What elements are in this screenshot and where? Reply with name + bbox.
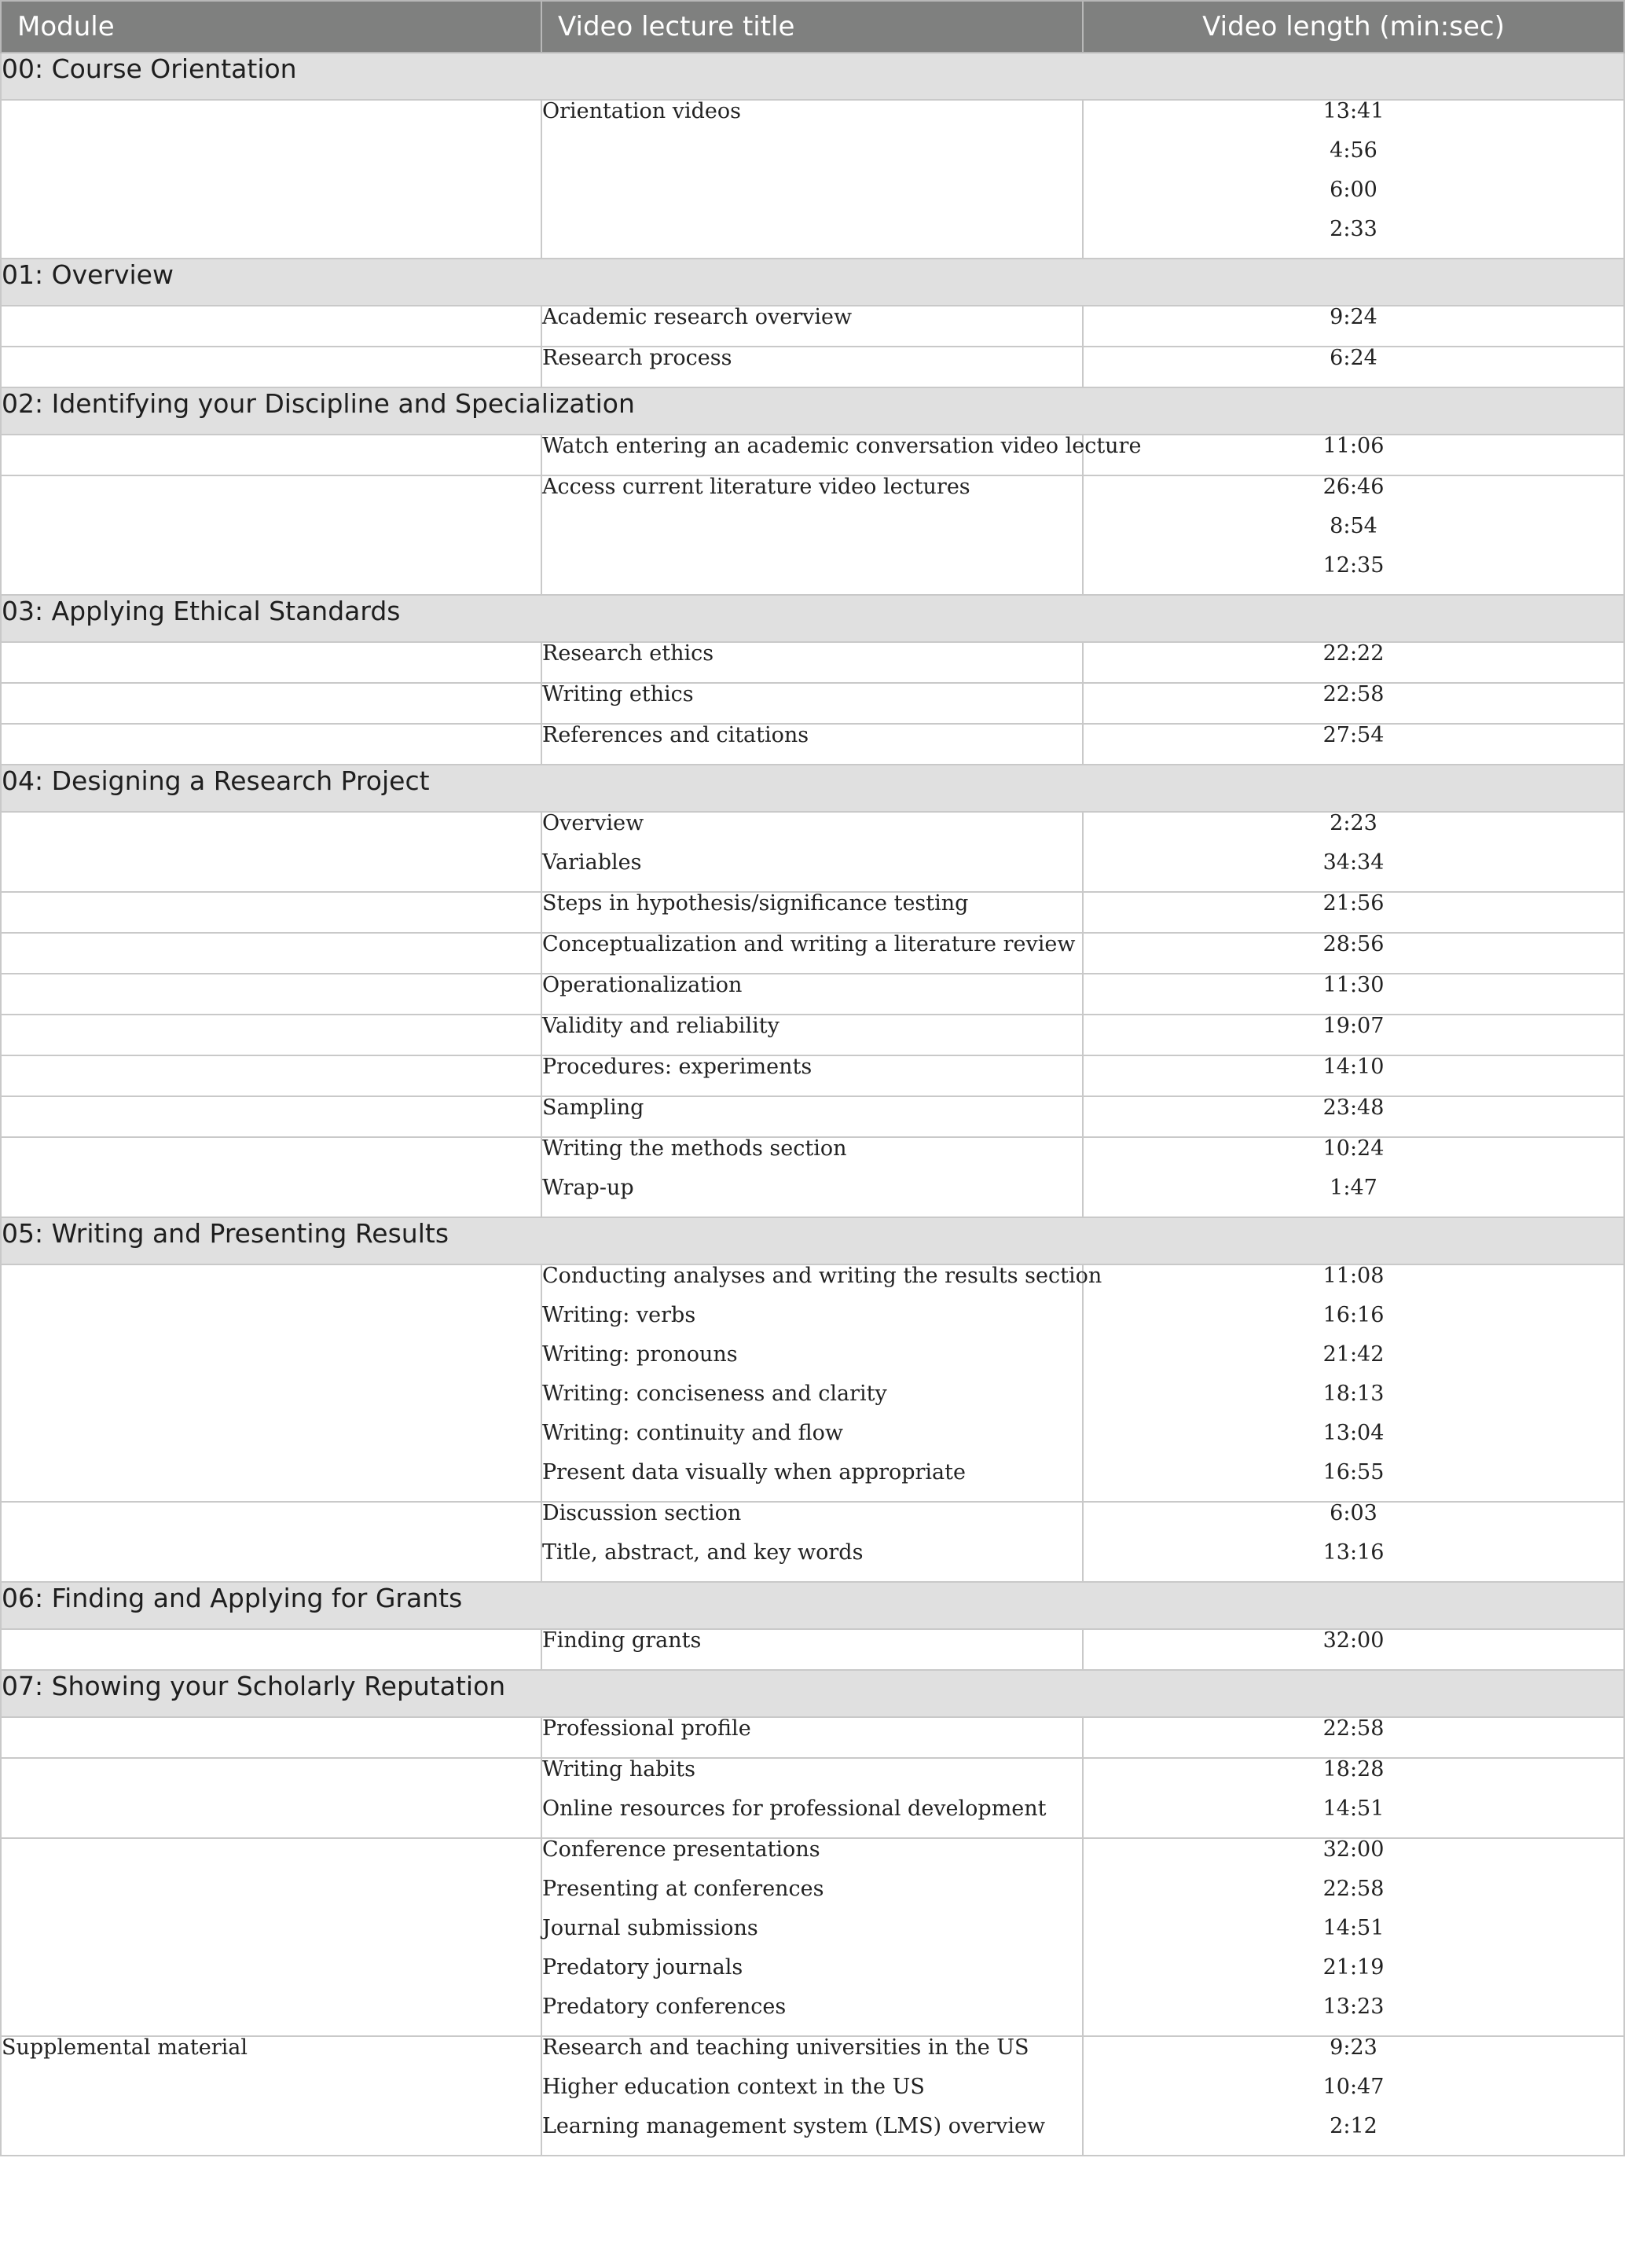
lecture-title: Writing: pronouns (542, 1342, 738, 1367)
video-length: 22:58 (1322, 1877, 1385, 1901)
lecture-title-cell (541, 1055, 1083, 1096)
lecture-title: Writing: conciseness and clarity (542, 1382, 887, 1406)
lecture-title: References and citations (542, 723, 809, 747)
module-row (1, 595, 1624, 642)
module-row (1, 1670, 1624, 1717)
module-label-cell (1, 100, 541, 259)
lecture-title-cell (541, 306, 1083, 347)
lecture-title-cell (541, 347, 1083, 387)
video-length-cell (1083, 100, 1624, 259)
table-row (1, 1758, 1624, 1838)
lecture-title-cell (541, 1629, 1083, 1670)
video-length-cell (1083, 1758, 1624, 1838)
module-label-cell (1, 974, 541, 1015)
video-length-cell (1083, 1055, 1624, 1096)
lecture-title: Writing habits (542, 1757, 695, 1782)
lecture-title-cell (541, 933, 1083, 974)
module-label-cell (1, 683, 541, 724)
table-row (1, 1629, 1624, 1670)
video-length: 34:34 (1322, 850, 1385, 875)
table-row (1, 1015, 1624, 1055)
module-label-cell (1, 1717, 541, 1758)
lecture-title: Access current literature video lectures (542, 475, 970, 499)
video-length: 21:19 (1322, 1955, 1385, 1980)
lecture-title: Presenting at conferences (542, 1877, 824, 1901)
video-length: 13:41 (1322, 99, 1385, 123)
lecture-title: Sampling (542, 1095, 644, 1120)
module-row (1, 53, 1624, 100)
video-length-cell (1083, 1629, 1624, 1670)
table-row (1, 642, 1624, 683)
lecture-title-cell (541, 724, 1083, 765)
lecture-title: Discussion section (542, 1501, 742, 1525)
lecture-title: Validity and reliability (542, 1014, 779, 1038)
lecture-title: Present data visually when appropriate (542, 1460, 966, 1484)
lecture-title: Journal submissions (542, 1916, 758, 1940)
lecture-title: Writing ethics (542, 682, 694, 706)
lecture-title-cell (541, 2036, 1083, 2156)
video-length-cell (1083, 974, 1624, 1015)
video-length: 11:30 (1322, 973, 1385, 997)
lecture-title: Research process (542, 346, 732, 370)
lecture-title: Writing: verbs (542, 1303, 696, 1327)
lecture-title: Conference presentations (542, 1837, 820, 1862)
module-label-cell (1, 1264, 541, 1502)
lecture-title: Writing the methods section (542, 1136, 847, 1161)
lecture-title: Title, abstract, and key words (542, 1540, 864, 1565)
lecture-title: Variables (542, 850, 642, 875)
video-length-cell (1083, 683, 1624, 724)
video-length-cell (1083, 642, 1624, 683)
video-length: 26:46 (1322, 475, 1385, 499)
module-heading: 07: Showing your Scholarly Reputation (1, 1670, 1624, 1717)
table-row (1, 2036, 1624, 2156)
module-label-cell (1, 1055, 541, 1096)
lecture-title: Conceptualization and writing a literature review (542, 932, 1076, 956)
module-heading: 05: Writing and Presenting Results (1, 1217, 1624, 1264)
video-length: 10:24 (1322, 1136, 1385, 1161)
video-length: 13:04 (1322, 1421, 1385, 1445)
lecture-title: Procedures: experiments (542, 1055, 812, 1079)
video-length: 2:23 (1330, 811, 1377, 835)
table-row (1, 812, 1624, 892)
lecture-title: Operationalization (542, 973, 743, 997)
lecture-title-cell (541, 1096, 1083, 1137)
module-heading: 01: Overview (1, 259, 1624, 306)
lecture-title: Orientation videos (542, 99, 741, 123)
lecture-title-cell (541, 100, 1083, 259)
video-length: 19:07 (1322, 1014, 1385, 1038)
table-row (1, 475, 1624, 595)
table-row (1, 1717, 1624, 1758)
lecture-title-cell (541, 1717, 1083, 1758)
module-label-cell (1, 2036, 541, 2156)
lecture-title-cell (541, 642, 1083, 683)
video-length: 13:16 (1322, 1540, 1385, 1565)
video-length: 4:56 (1330, 138, 1377, 163)
lecture-title: Predatory journals (542, 1955, 743, 1980)
video-length: 22:22 (1322, 641, 1385, 666)
video-length-cell (1083, 475, 1624, 595)
table-row (1, 306, 1624, 347)
video-length: 21:42 (1322, 1342, 1385, 1367)
table-row (1, 683, 1624, 724)
header-row (1, 1, 1624, 53)
video-length-cell (1083, 1717, 1624, 1758)
module-row (1, 765, 1624, 812)
video-length: 12:35 (1322, 553, 1385, 578)
lecture-title: Learning management system (LMS) overview (542, 2114, 1046, 2138)
module-row (1, 1582, 1624, 1629)
table-row (1, 1055, 1624, 1096)
lecture-title-cell (541, 475, 1083, 595)
header-module: Module (1, 1, 541, 53)
video-length: 23:48 (1322, 1095, 1385, 1120)
lecture-title: Writing: continuity and flow (542, 1421, 843, 1445)
video-length: 18:28 (1322, 1757, 1385, 1782)
table-row (1, 1137, 1624, 1217)
lecture-title: Overview (542, 811, 644, 835)
lecture-title: Research and teaching universities in the US (542, 2035, 1029, 2060)
lecture-title-cell (541, 1264, 1102, 1502)
module-heading: 06: Finding and Applying for Grants (1, 1582, 1624, 1629)
video-length-cell (1083, 435, 1624, 475)
table-row (1, 933, 1624, 974)
video-length: 22:58 (1322, 1716, 1385, 1741)
video-length-cell (1083, 1137, 1624, 1217)
module-row (1, 1217, 1624, 1264)
header-video-title: Video lecture title (541, 1, 1083, 53)
video-length: 18:13 (1322, 1382, 1385, 1406)
lecture-title: Wrap-up (542, 1176, 634, 1200)
video-length: 2:12 (1330, 2114, 1377, 2138)
lecture-title-cell (541, 892, 1083, 933)
lecture-title: Higher education context in the US (542, 2075, 925, 2099)
table-body (1, 53, 1624, 2156)
video-length: 6:03 (1330, 1501, 1377, 1525)
video-length: 11:08 (1322, 1264, 1385, 1288)
lecture-title: Online resources for professional development (542, 1796, 1047, 1821)
video-length: 14:51 (1322, 1916, 1385, 1940)
lecture-title-cell (541, 434, 1142, 475)
table-row (1, 1264, 1624, 1502)
lecture-title-cell (541, 683, 1083, 724)
lecture-title: Steps in hypothesis/significance testing (542, 891, 969, 916)
lecture-title-cell (541, 1137, 1083, 1217)
lecture-title: Research ethics (542, 641, 714, 666)
table-row (1, 724, 1624, 765)
table-row (1, 974, 1624, 1015)
module-label-cell (1, 475, 541, 595)
video-length: 11:06 (1322, 434, 1385, 458)
lecture-title: Watch entering an academic conversation video lecture (542, 434, 1142, 458)
module-label: Supplemental material (2, 2035, 248, 2060)
video-length: 8:54 (1330, 514, 1377, 538)
video-length: 22:58 (1322, 682, 1385, 706)
lecture-title: Predatory conferences (542, 1995, 787, 2019)
video-length: 16:55 (1322, 1460, 1385, 1484)
video-length: 14:10 (1322, 1055, 1385, 1079)
video-length: 21:56 (1322, 891, 1385, 916)
module-label-cell (1, 1629, 541, 1670)
video-length: 10:47 (1322, 2075, 1385, 2099)
module-row (1, 387, 1624, 435)
video-length-cell (1083, 1015, 1624, 1055)
module-label-cell (1, 933, 541, 974)
video-length: 14:51 (1322, 1796, 1385, 1821)
header-video-length: Video length (min:sec) (1083, 1, 1624, 53)
module-label-cell (1, 724, 541, 765)
lecture-title-cell (541, 1502, 1083, 1582)
module-label-cell (1, 1096, 541, 1137)
lecture-title: Finding grants (542, 1628, 702, 1653)
lecture-title-cell (541, 1838, 1083, 2036)
video-length: 27:54 (1322, 723, 1385, 747)
module-heading: 02: Identifying your Discipline and Specialization (1, 387, 1624, 435)
video-length-cell (1083, 1502, 1624, 1582)
table-row (1, 435, 1624, 475)
video-length: 9:23 (1330, 2035, 1377, 2060)
table-header (1, 1, 1624, 53)
module-heading: 00: Course Orientation (1, 53, 1624, 100)
module-label-cell (1, 1502, 541, 1582)
video-length-cell (1083, 347, 1624, 387)
module-row (1, 259, 1624, 306)
module-label-cell (1, 892, 541, 933)
video-length-cell (1083, 933, 1624, 974)
table-row (1, 347, 1624, 387)
module-label-cell (1, 347, 541, 387)
lecture-title-cell (541, 1758, 1083, 1838)
lecture-title: Academic research overview (542, 305, 853, 329)
video-length: 13:23 (1322, 1995, 1385, 2019)
video-length-cell (1083, 2036, 1624, 2156)
table-row (1, 100, 1624, 259)
lecture-title: Professional profile (542, 1716, 751, 1741)
table-row (1, 892, 1624, 933)
video-length-cell (1083, 892, 1624, 933)
lecture-title-cell (541, 974, 1083, 1015)
video-length: 32:00 (1322, 1628, 1385, 1653)
module-label-cell (1, 1137, 541, 1217)
video-length-cell (1083, 812, 1624, 892)
module-heading: 04: Designing a Research Project (1, 765, 1624, 812)
lecture-title-cell (541, 812, 1083, 892)
video-length-cell (1083, 306, 1624, 347)
lecture-title-cell (541, 1015, 1083, 1055)
module-heading: 03: Applying Ethical Standards (1, 595, 1624, 642)
video-length: 16:16 (1322, 1303, 1385, 1327)
lecture-title: Conducting analyses and writing the results section (542, 1264, 1102, 1288)
video-length: 6:00 (1330, 178, 1377, 202)
video-length: 6:24 (1330, 346, 1377, 370)
video-length: 28:56 (1322, 932, 1385, 956)
video-length: 2:33 (1330, 217, 1377, 241)
video-length-cell (1083, 724, 1624, 765)
video-length-cell (1083, 1096, 1624, 1137)
table-row (1, 1096, 1624, 1137)
table-row (1, 1838, 1624, 2036)
module-label-cell (1, 306, 541, 347)
module-label-cell (1, 1015, 541, 1055)
module-label-cell (1, 642, 541, 683)
module-label-cell (1, 812, 541, 892)
module-label-cell (1, 1758, 541, 1838)
module-label-cell (1, 1838, 541, 2036)
video-length: 9:24 (1330, 305, 1377, 329)
table-row (1, 1502, 1624, 1582)
video-length: 32:00 (1322, 1837, 1385, 1862)
video-length-cell (1083, 1264, 1624, 1502)
module-label-cell (1, 435, 541, 475)
video-length-cell (1083, 1838, 1624, 2036)
video-length: 1:47 (1330, 1176, 1377, 1200)
